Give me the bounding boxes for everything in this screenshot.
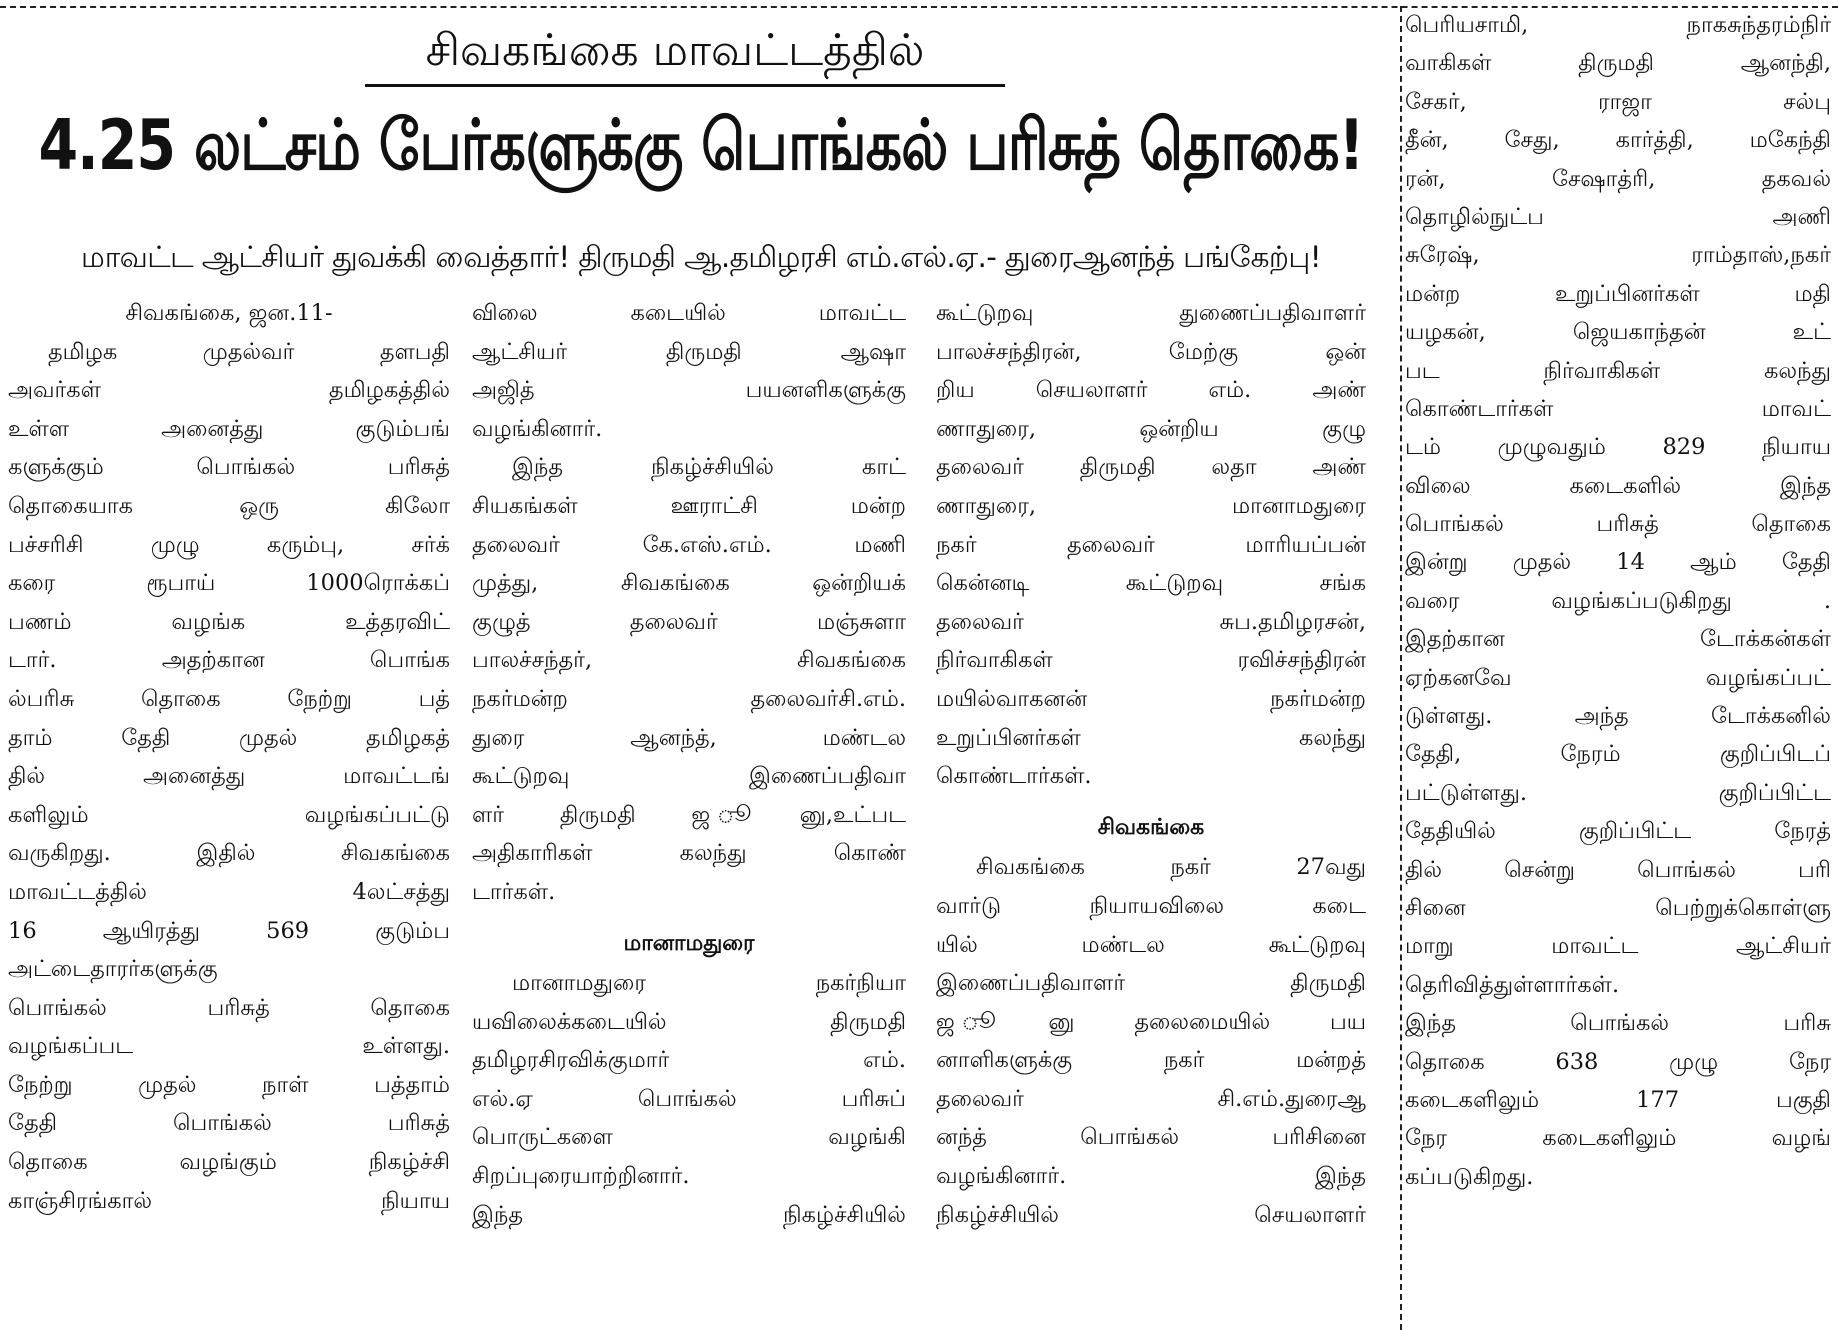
sub-headline: மாவட்ட ஆட்சியர் துவக்கி வைத்தார்! திருமதி ஆ.தமிழரசி எம்.எல்.ஏ.- துரைஆனந்த் பங்கேற்பு! [81,240,1321,274]
text-line: தொகை வழங்கும் நிகழ்ச்சி [8,1149,450,1176]
text-line: வழங்கப்பட உள்ளது. [8,1033,450,1060]
text-line: பொங்கல் பரிசுத் தொகை [1405,511,1831,538]
text-line: வழங்கினார். இந்த [936,1163,1366,1190]
text-line: பட்டுள்ளது. குறிப்பிட்ட [1405,779,1831,806]
text-line: நகர்மன்ற தலைவர்சி.எம். [472,685,906,712]
column-dashed-divider [1400,6,1402,1330]
article-column-4 [1405,6,1831,1196]
text-line: நகர் தலைவர் மாரியப்பன் [936,531,1366,558]
section-heading-sivaganga: சிவகங்கை [1097,814,1205,840]
text-line: யில் மண்டல கூட்டுறவு [936,931,1366,958]
text-line: பச்சரிசி முழு கரும்பு, சர்க் [8,531,450,558]
text-line: இன்று முதல் 14 ஆம் தேதி [1405,549,1831,576]
text-line: கப்படுகிறது. [1405,1163,1534,1190]
text-line: ஜ ூனு தலைமையில் பய [936,1008,1366,1035]
text-line: சேகர், ராஜா சல்பு [1405,88,1831,115]
text-line: வாகிகள் திருமதி ஆனந்தி, [1405,50,1831,77]
text-line: பட நிர்வாகிகள் கலந்து [1405,357,1831,384]
text-line: கொண்டார்கள் மாவட் [1405,395,1831,422]
text-line: மயில்வாகனன் நகர்மன்ற [936,685,1366,712]
text-line: சியகங்கள் ஊராட்சி மன்ற [472,492,906,519]
text-line: தெரிவித்துள்ளார்கள். [1405,971,1620,998]
text-line: ஆட்சியர் திருமதி ஆஷா [472,338,906,365]
text-line: 16 ஆயிரத்து 569 குடும்ப [8,917,450,944]
text-line: ல்பரிசு தொகை நேற்று பத் [8,685,450,712]
text-line: தில் அனைத்து மாவட்டங் [8,763,450,790]
text-line: அதிகாரிகள் கலந்து கொண் [472,840,906,867]
text-line: கரை ரூபாய் 1000ரொக்கப் [8,570,450,597]
main-headline: 4.25 லட்சம் பேர்களுக்கு பொங்கல் பரிசுத் தொகை! [38,105,1364,187]
text-line: உள்ள அனைத்து குடும்பங் [8,415,450,442]
text-line: சிறப்புரையாற்றினார். [472,1163,690,1190]
text-line: தேதி, நேரம் குறிப்பிடப் [1405,741,1831,768]
section-heading-manamadurai: மானாமதுரை [623,930,755,956]
text-line: தொழில்நுட்ப அணி [1405,203,1831,230]
text-line: வரை வழங்கப்படுகிறது . [1405,587,1831,614]
text-line: தலைவர் திருமதி லதா அண் [936,454,1366,481]
text-line: துரை ஆனந்த், மண்டல [472,724,906,751]
text-line: தலைவர் சுப.தமிழரசன், [936,608,1366,635]
text-line: கடைகளிலும் 177 பகுதி [1405,1086,1831,1113]
text-line: தமிழரசிரவிக்குமார் எம். [472,1047,906,1074]
text-line: யழகன், ஜெயகாந்தன் உட் [1405,319,1831,346]
text-line: மாவட்டத்தில் 4லட்சத்து [8,878,450,905]
text-line: வழங்கினார். [472,415,603,442]
text-line: கொண்டார்கள். [936,763,1092,790]
text-line: களிலும் வழங்கப்பட்டு [8,801,450,828]
text-line: சினை பெற்றுக்கொள்ளு [1405,894,1831,921]
text-line: றிய செயலாளர் எம். அண் [936,377,1366,404]
article-column-2 [472,294,906,1234]
kicker-headline: சிவகங்கை மாவட்டத்தில் [425,25,925,76]
text-line: விலை கடைகளில் இந்த [1405,472,1831,499]
text-line: நிகழ்ச்சியில் செயலாளர் [936,1201,1366,1228]
text-line: மன்ற உறுப்பினர்கள் மதி [1405,280,1831,307]
text-line: இந்த நிகழ்ச்சியில் காட் [512,454,906,481]
text-line: கூட்டுறவு துணைப்பதிவாளர் [936,300,1366,326]
text-line: தேதியில் குறிப்பிட்ட நேரத் [1405,818,1831,845]
text-line: மானாமதுரை நகர்நியா [512,970,906,997]
text-line: பணம் வழங்க உத்தரவிட் [8,608,450,635]
text-line: தமிழக முதல்வர் தளபதி [48,338,450,365]
text-line: காஞ்சிரங்கால் நியாய [8,1187,450,1214]
text-line: இதற்கான டோக்கன்கள் [1405,626,1831,653]
text-line: இந்த நிகழ்ச்சியில் [472,1201,906,1228]
text-line: இணைப்பதிவாளர் திருமதி [936,970,1366,997]
text-line: பொங்கல் பரிசுத் தொகை [8,994,450,1021]
text-line: தீன், சேது, கார்த்தி, மகேந்தி [1405,127,1831,154]
text-line: நேர கடைகளிலும் வழங் [1405,1125,1831,1152]
text-line: ளர் திருமதி ஜ ூனு,உட்பட [472,801,906,828]
text-line: முத்து, சிவகங்கை ஒன்றியக் [472,570,906,597]
article-column-1 [8,294,450,1220]
text-line: பாலச்சந்தர், சிவகங்கை [472,647,906,674]
text-line: விலை கடையில் மாவட்ட [472,300,906,326]
text-line: ரன், சேஷாத்ரி, தகவல் [1405,165,1831,192]
text-line: இந்த பொங்கல் பரிசு [1405,1010,1831,1037]
text-line: களுக்கும் பொங்கல் பரிசுத் [8,454,450,481]
text-line: வார்டு நியாயவிலை கடை [936,892,1366,919]
text-line: சுரேஷ், ராம்தாஸ்,நகர் [1405,242,1831,269]
text-line: தேதி பொங்கல் பரிசுத் [8,1110,450,1137]
text-line: பொருட்களை வழங்கி [472,1124,906,1151]
text-line: எல்.ஏ பொங்கல் பரிசுப் [472,1085,906,1112]
text-line: சிவகங்கை நகர் 27வது [976,854,1366,881]
text-line: நிர்வாகிகள் ரவிச்சந்திரன் [936,647,1366,674]
text-line: கென்னடி கூட்டுறவு சங்க [936,570,1366,597]
text-line: நேற்று முதல் நாள் பத்தாம் [8,1071,450,1098]
text-line: டார். அதற்கான பொங்க [8,647,450,674]
text-line: அஜித் பயனளிகளுக்கு [472,377,906,404]
article-column-3 [936,294,1366,1234]
text-line: தலைவர் சி.எம்.துரைஆ [936,1085,1366,1112]
text-line: டார்கள். [472,878,556,905]
dateline: சிவகங்கை, ஜன.11- [125,300,333,326]
text-line: பெரியசாமி, நாகசுந்தரம்நிர் [1405,12,1831,38]
text-line: குழுத் தலைவர் மஞ்சுளா [472,608,906,635]
text-line: தொகை 638 முழு நேர [1405,1048,1831,1075]
text-line: மாறு மாவட்ட ஆட்சியர் [1405,933,1831,960]
text-line: பாலச்சந்திரன், மேற்கு ஒன் [936,338,1366,365]
text-line: தாம் தேதி முதல் தமிழகத் [8,724,450,751]
text-line: னாளிகளுக்கு நகர் மன்றத் [936,1047,1366,1074]
text-line: வருகிறது. இதில் சிவகங்கை [8,840,450,867]
text-line: தலைவர் கே.எஸ்.எம். மணி [472,531,906,558]
text-line: உறுப்பினர்கள் கலந்து [936,724,1366,751]
text-line: அவர்கள் தமிழகத்தில் [8,377,450,404]
text-line: டுள்ளது. அந்த டோக்கனில் [1405,703,1831,730]
text-line: அட்டைதாரர்களுக்கு [8,956,218,983]
text-line: கூட்டுறவு இணைப்பதிவா [472,763,906,790]
text-line: ஏற்கனவே வழங்கப்பட் [1405,664,1831,691]
text-line: யவிலைக்கடையில் திருமதி [472,1008,906,1035]
text-line: தில் சென்று பொங்கல் பரி [1405,856,1831,883]
text-line: தொகையாக ஒரு கிலோ [8,492,450,519]
text-line: ணாதுரை, மானாமதுரை [936,492,1366,519]
text-line: னந்த் பொங்கல் பரிசினை [936,1124,1366,1151]
text-line: ணாதுரை, ஒன்றிய குழு [936,415,1366,442]
text-line: டம் முழுவதும் 829 நியாய [1405,434,1831,461]
